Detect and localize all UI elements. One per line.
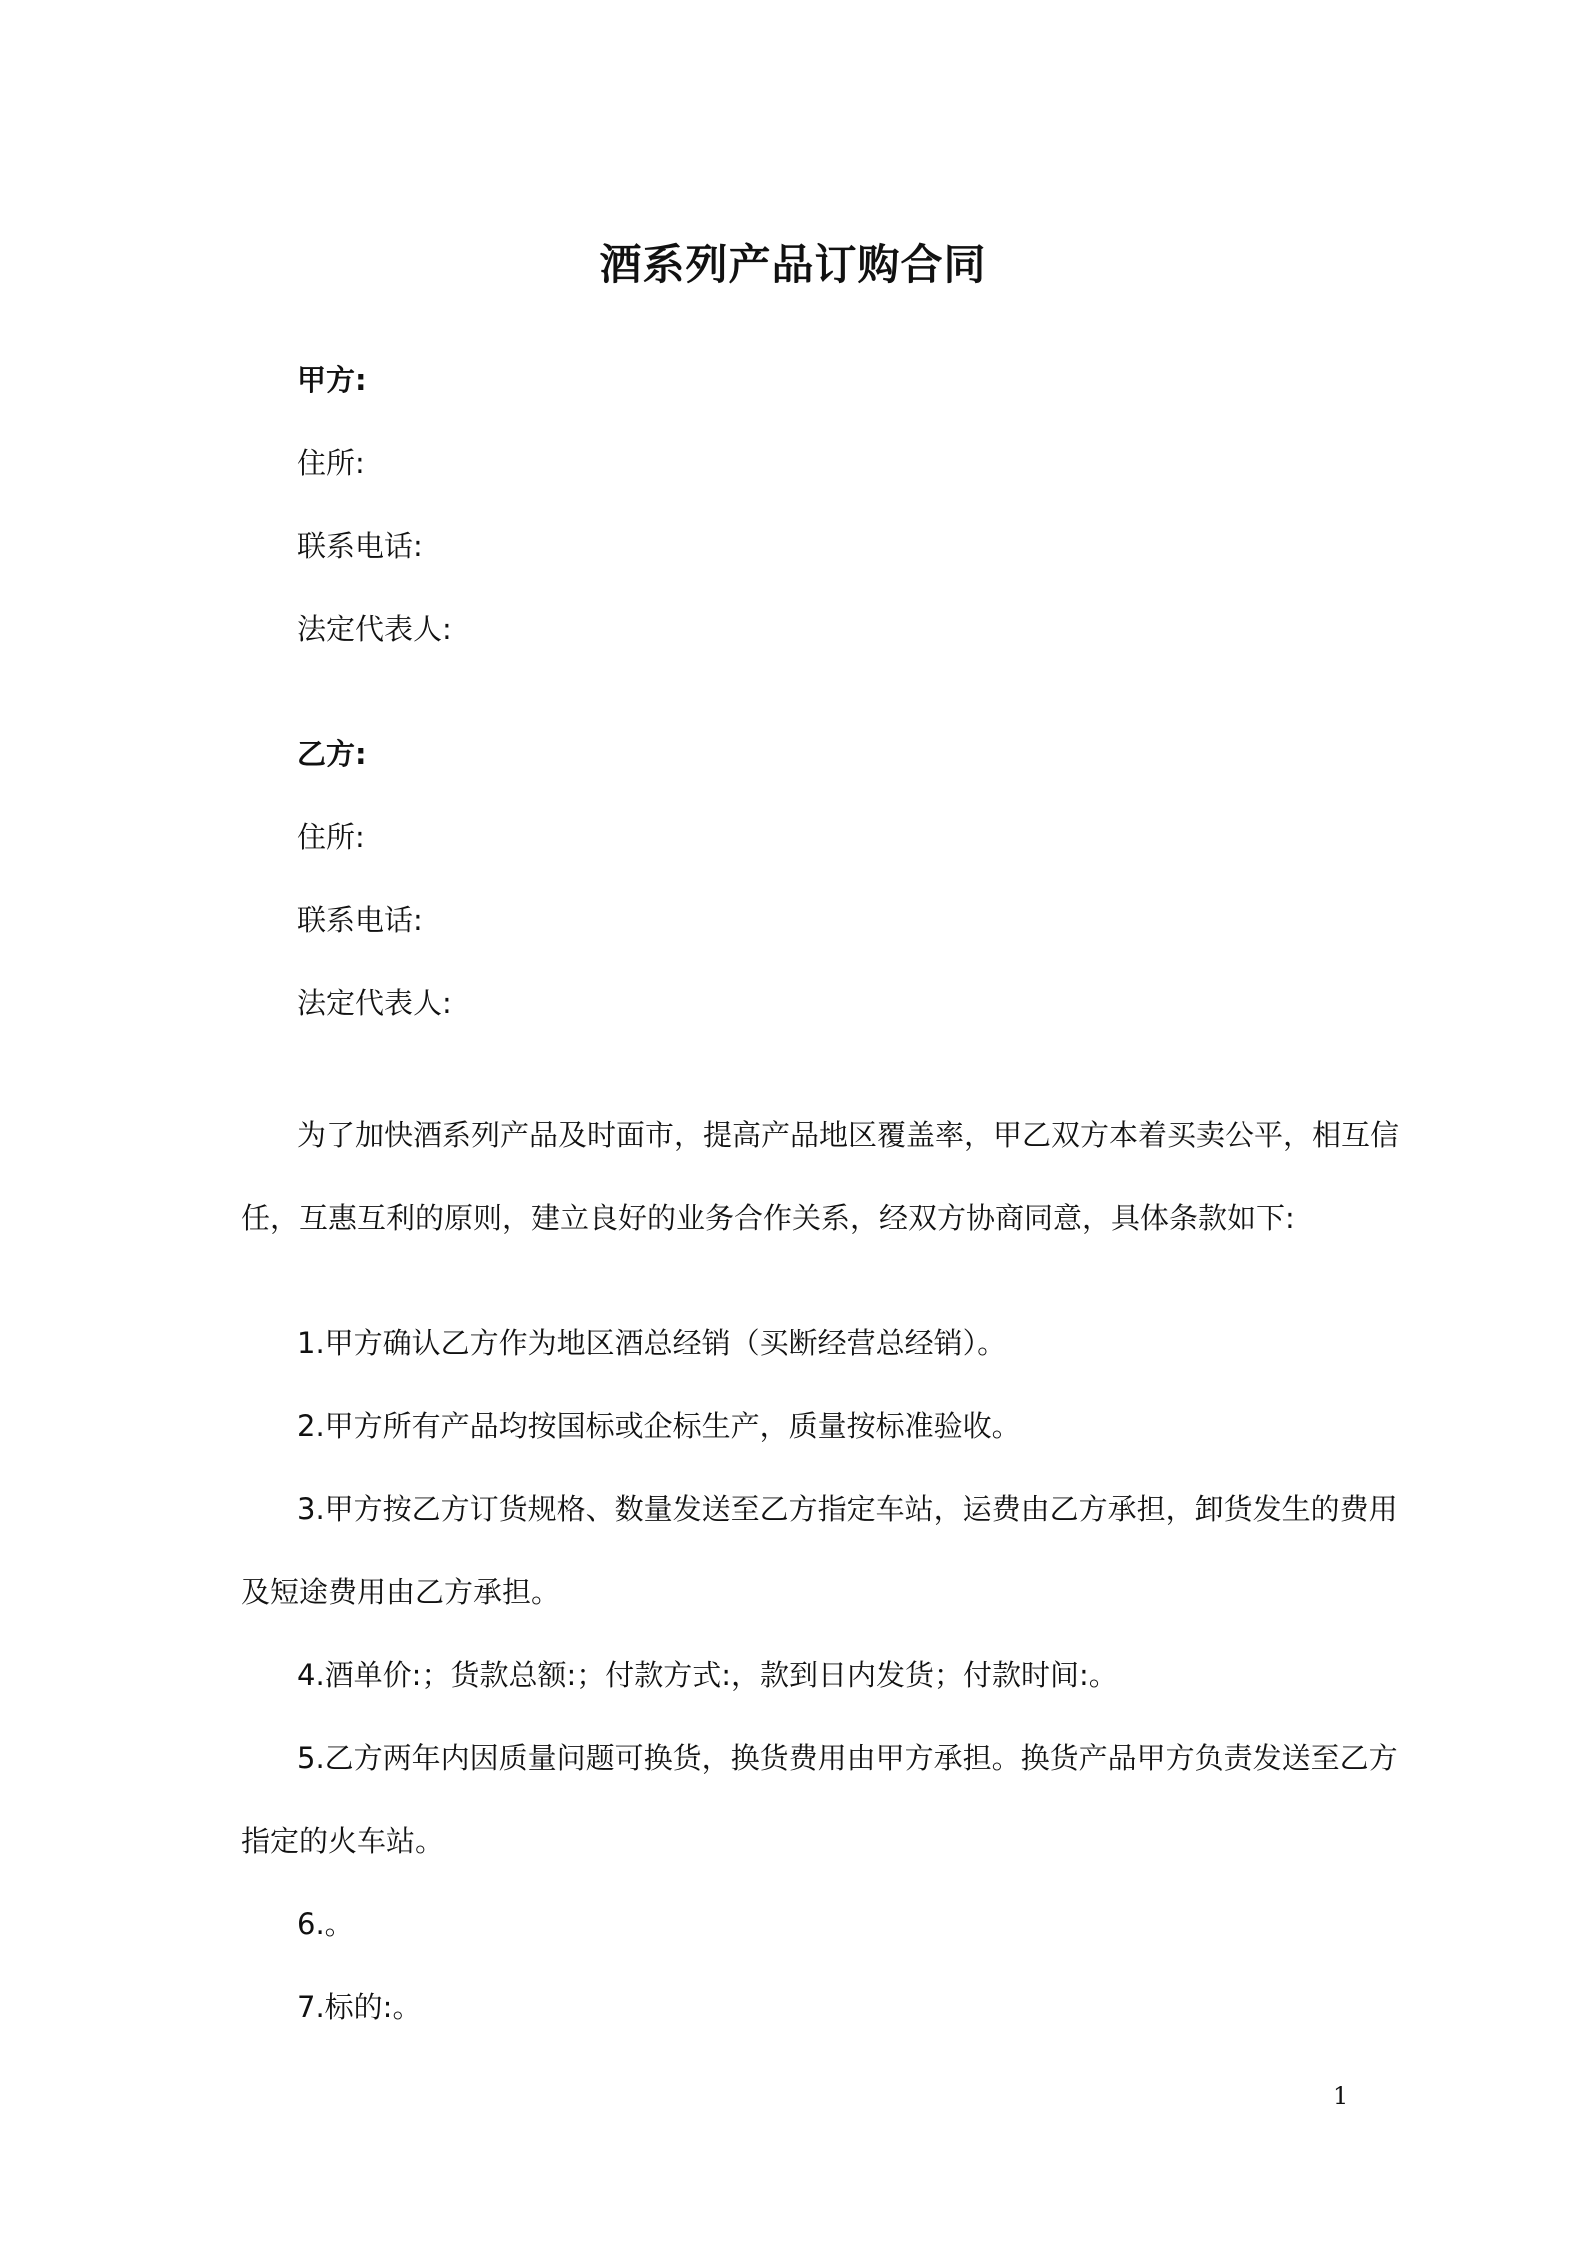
party-b-address: 住所: xyxy=(297,820,365,854)
party-b-phone: 联系电话: xyxy=(297,903,423,937)
party-b-representative: 法定代表人: xyxy=(297,986,452,1020)
clause-2: 2.甲方所有产品均按国标或企标生产，质量按标准验收。 xyxy=(297,1409,1021,1443)
clause-3-line-2: 及短途费用由乙方承担。 xyxy=(241,1575,561,1609)
page-number: 1 xyxy=(1333,2082,1349,2110)
intro-line-2: 任，互惠互利的原则，建立良好的业务合作关系，经双方协商同意，具体条款如下: xyxy=(241,1201,1295,1235)
party-a-phone: 联系电话: xyxy=(297,529,423,563)
clause-7: 7.标的:。 xyxy=(297,1990,422,2024)
clause-5-line-1: 5.乙方两年内因质量问题可换货，换货费用由甲方承担。换货产品甲方负责发送至乙方 xyxy=(297,1741,1398,1775)
intro-line-1: 为了加快酒系列产品及时面市，提高产品地区覆盖率，甲乙双方本着买卖公平，相互信 xyxy=(297,1118,1400,1152)
party-a-label: 甲方: xyxy=(297,363,367,397)
clause-3-line-1: 3.甲方按乙方订货规格、数量发送至乙方指定车站，运费由乙方承担，卸货发生的费用 xyxy=(297,1492,1398,1526)
document-title: 酒系列产品订购合同 xyxy=(599,240,987,289)
clause-6: 6.。 xyxy=(297,1907,354,1941)
party-a-representative: 法定代表人: xyxy=(297,612,452,646)
clause-1: 1.甲方确认乙方作为地区酒总经销（买断经营总经销）。 xyxy=(297,1326,1007,1360)
party-b-label: 乙方: xyxy=(297,737,367,771)
party-a-address: 住所: xyxy=(297,446,365,480)
clause-4: 4.酒单价:；货款总额:；付款方式:，款到日内发货；付款时间:。 xyxy=(297,1658,1118,1692)
clause-5-line-2: 指定的火车站。 xyxy=(241,1824,445,1858)
